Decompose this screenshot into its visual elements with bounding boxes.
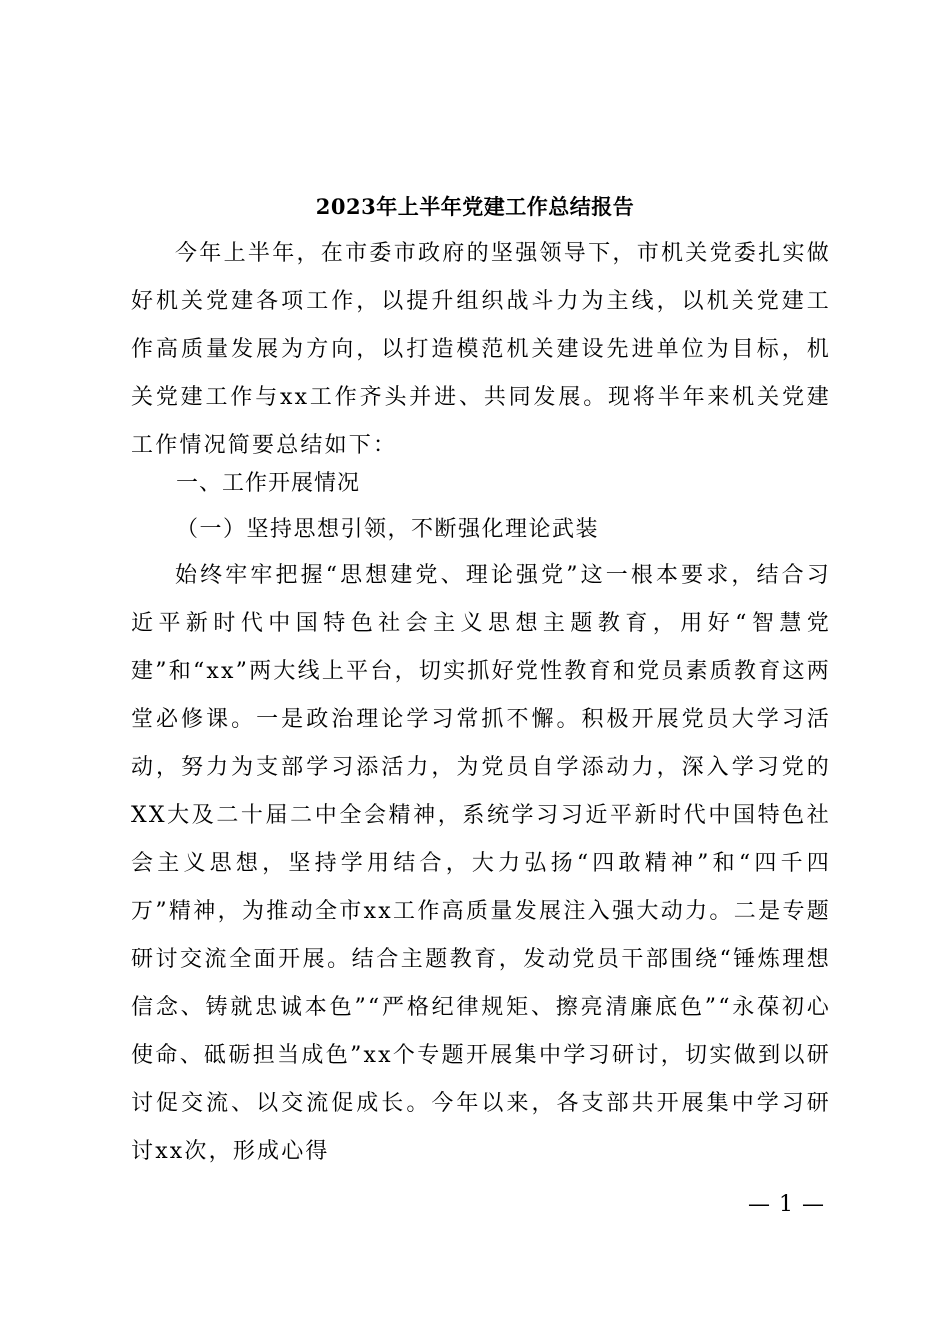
section-heading: 一、工作开展情况: [176, 471, 361, 496]
intro-paragraph: 今年上半年，在市委市政府的坚强领导下，市机关党委扎实做好机关党建各项工作，以提升组织战斗力为主线，以机关党建工作高质量发展为方向，以打造模范机关建设先进单位为目标，机关党建工作与xx工作齐头并进、共同发展。现将半年来机关党建工作情况简要总结如下：: [131, 241, 831, 458]
page-number: — 1 —: [748, 1192, 825, 1217]
body-paragraph: 始终牢牢把握“思想建党、理论强党”这一根本要求，结合习近平新时代中国特色社会主义思想主题教育，用好“智慧党建”和“xx”两大线上平台，切实抓好党性教育和党员素质教育这两堂必修课。一是政治理论学习常抓不懈。积极开展党员大学习活动，努力为支部学习添活力，为党员自学添动力，深入学习党的XX大及二十届二中全会精神，系统学习习近平新时代中国特色社会主义思想，坚持学用结合，大力弘扬“四敢精神”和“四千四万”精神，为推动全市xx工作高质量发展注入强大动力。二是专题研讨交流全面开展。结合主题教育，发动党员干部围绕“锤炼理想信念、铸就忠诚本色”“严格纪律规矩、擦亮清廉底色”“永葆初心使命、砥砺担当成色”xx个专题开展集中学习研讨，切实做到以研讨促交流、以交流促成长。今年以来，各支部共开展集中学习研讨xx次，形成心得: [131, 563, 831, 1164]
subsection-heading: （一）坚持思想引领，不断强化理论武装: [176, 517, 600, 542]
document-title: 2023年上半年党建工作总结报告: [315, 194, 635, 219]
